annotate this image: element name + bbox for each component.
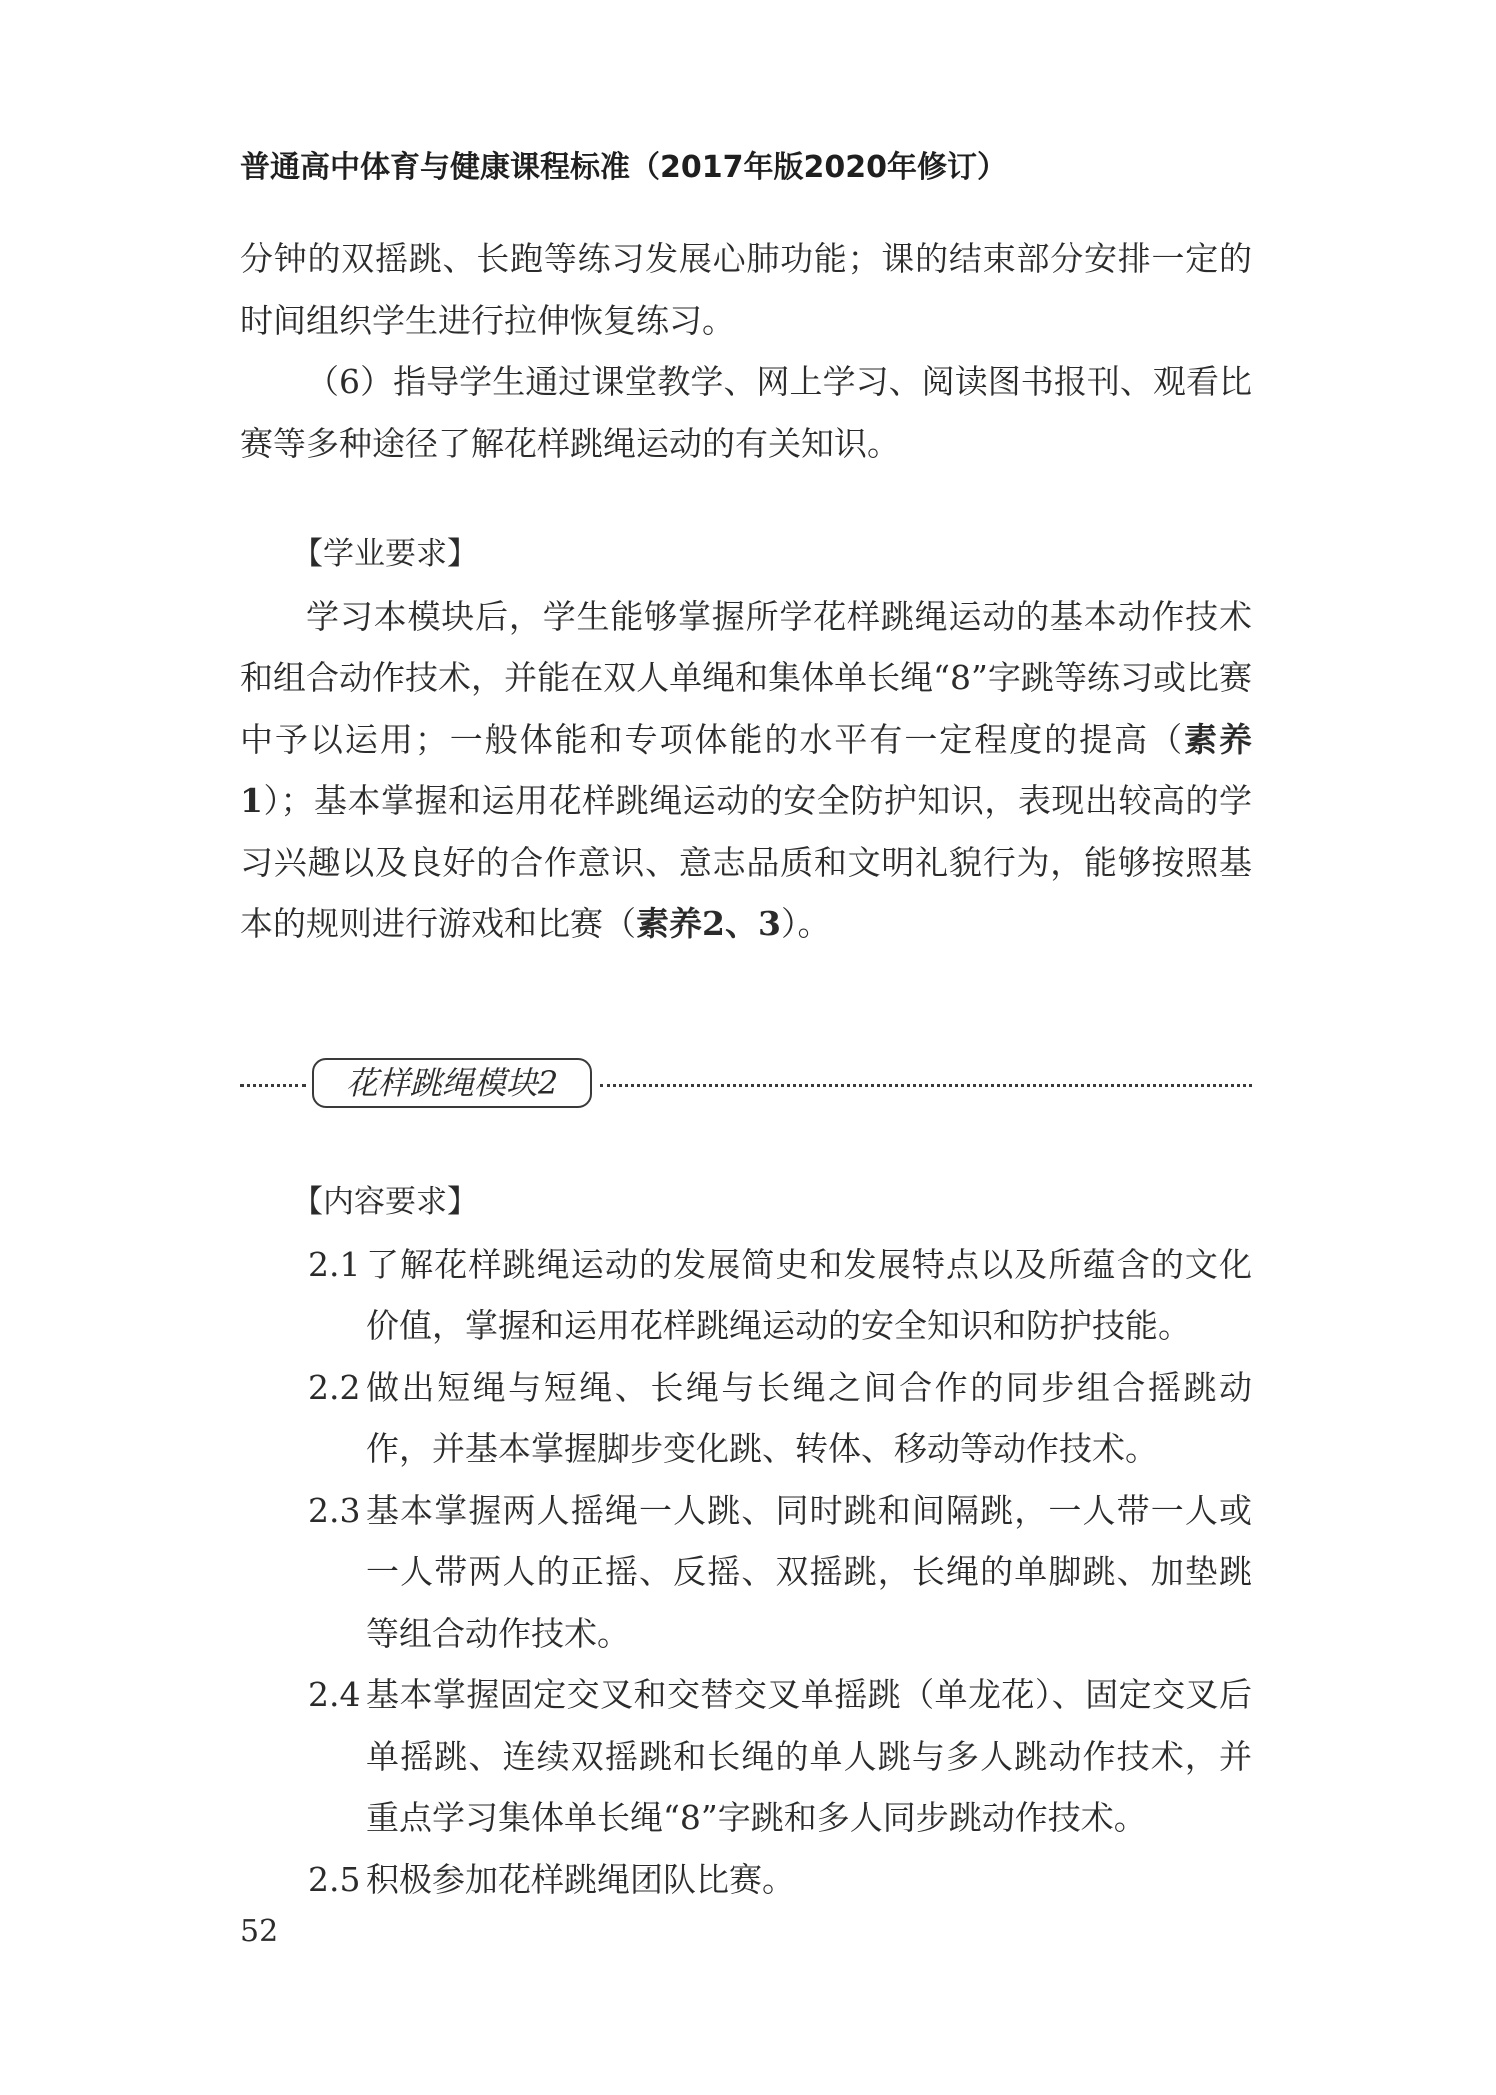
item-number: 2.4 <box>308 1675 361 1714</box>
list-item <box>240 1849 1252 1911</box>
module-title-bar <box>240 1058 1252 1110</box>
paragraph-continued: 分钟的双摇跳、长跑等练习发展心肺功能；课的结束部分安排一定的时间组织学生进行拉伸恢复练习。 <box>240 239 1252 340</box>
academic-requirements-section <box>240 524 1252 955</box>
item-number: 2.3 <box>308 1490 361 1530</box>
literacy-1-tag: 素养1 <box>240 719 1253 820</box>
academic-text-part1: 学习本模块后，学生能够掌握所学花样跳绳运动的基本动作技术和组合动作技术，并能在双人单绳和集体单长绳“8”字跳等练习或比赛中予以运用；一般体能和专项体能的水平有一定程度的提高（ <box>240 596 1252 759</box>
item-text: 基本掌握固定交叉和交替交叉单摇跳（单龙花）、固定交叉后单摇跳、连续双摇跳和长绳的单人跳与多人跳动作技术，并重点学习集体单长绳“8”字跳和多人同步跳动作技术。 <box>366 1675 1252 1837</box>
dotted-rule-right <box>600 1084 1252 1087</box>
list-item <box>240 1480 1252 1665</box>
item-number: 2.2 <box>308 1367 361 1407</box>
item-text: 基本掌握两人摇绳一人跳、同时跳和间隔跳，一人带一人或一人带两人的正摇、反摇、双摇跳，长绳的单脚跳、加垫跳等组合动作技术。 <box>366 1490 1252 1653</box>
paragraph-item-6: （6）指导学生通过课堂教学、网上学习、阅读图书报刊、观看比赛等多种途径了解花样跳绳运动的有关知识。 <box>240 362 1252 463</box>
list-item <box>240 1234 1252 1357</box>
list-item <box>240 1664 1252 1849</box>
section-continued-text <box>240 228 1252 474</box>
item-text: 积极参加花样跳绳团队比赛。 <box>366 1859 795 1899</box>
dotted-rule-left <box>240 1084 306 1087</box>
item-text: 做出短绳与短绳、长绳与长绳之间合作的同步组合摇跳动作，并基本掌握脚步变化跳、转体、移动等动作技术。 <box>366 1367 1252 1468</box>
academic-text-part2: ）；基本掌握和运用花样跳绳运动的安全防护知识，表现出较高的学习兴趣以及良好的合作意识、意志品质和文明礼貌行为，能够按照基本的规则进行游戏和比赛（ <box>240 781 1252 943</box>
item-text: 了解花样跳绳运动的发展简史和发展特点以及所蕴含的文化价值，掌握和运用花样跳绳运动的安全知识和防护技能。 <box>366 1244 1252 1345</box>
literacy-2-3-tag: 素养2、3 <box>636 904 781 943</box>
item-number: 2.5 <box>308 1859 361 1899</box>
content-requirements-heading: 【内容要求】 <box>292 1184 478 1220</box>
requirements-list <box>240 1234 1252 1911</box>
academic-requirements-heading: 【学业要求】 <box>292 536 478 572</box>
module-title: 花样跳绳模块2 <box>312 1058 592 1108</box>
academic-text-part3: ）。 <box>780 904 831 943</box>
content-requirements-section <box>240 1172 1252 1910</box>
item-number: 2.1 <box>308 1244 361 1284</box>
academic-requirements-paragraph <box>240 586 1252 955</box>
running-header: 普通高中体育与健康课程标准（2017年版2020年修订） <box>240 150 1007 185</box>
page-number: 52 <box>240 1914 279 1949</box>
list-item <box>240 1357 1252 1480</box>
